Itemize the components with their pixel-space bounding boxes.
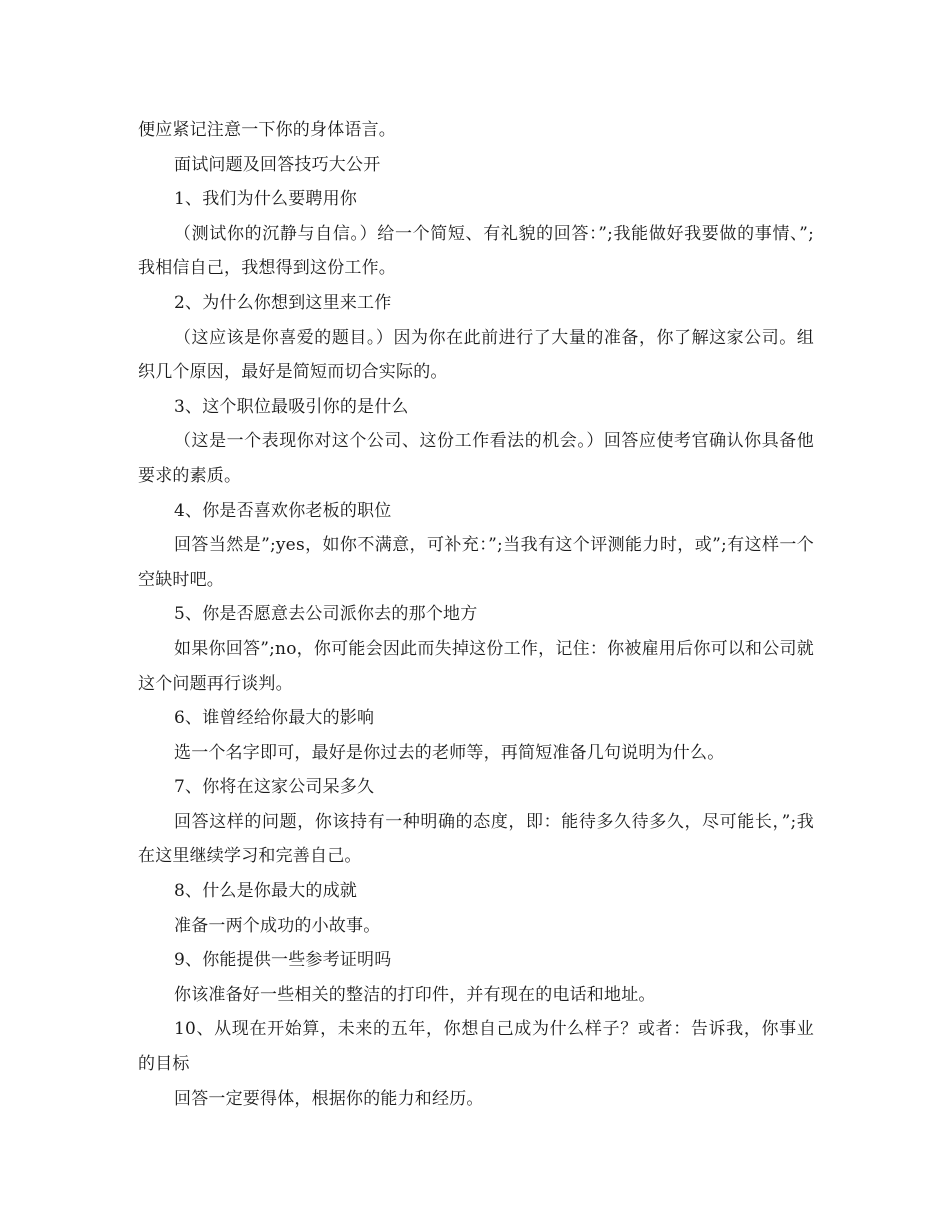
question-5: 5、你是否愿意去公司派你去的那个地方 — [174, 604, 478, 625]
paragraph-continuation: 便应紧记注意一下你的身体语言。 — [138, 120, 396, 140]
answer-8: 准备一两个成功的小故事。 — [174, 915, 381, 936]
answer-7: 回答这样的问题，你该持有一种明确的态度，即：能待多久待多久，尽可能长，”;我在这里继续学习和完善自己。 — [138, 811, 814, 867]
answer-5: 如果你回答”;no，你可能会因此而失掉这份工作，记住：你被雇用后你可以和公司就这个问题再行谈判。 — [138, 638, 814, 694]
answer-10: 回答一定要得体，根据你的能力和经历。 — [174, 1088, 484, 1109]
question-7: 7、你将在这家公司呆多久 — [174, 777, 375, 798]
answer-3: （这是一个表现你对这个公司、这份工作看法的机会。）回答应使考官确认你具备他要求的素质。 — [138, 431, 814, 486]
section-heading: 面试问题及回答技巧大公开 — [174, 154, 381, 175]
question-10: 10、从现在开始算，未来的五年，你想自己成为什么样子？或者：告诉我，你事业的目标 — [138, 1019, 814, 1075]
question-6: 6、谁曾经给你最大的影响 — [174, 708, 375, 729]
document-body — [138, 113, 814, 1116]
question-3: 3、这个职位最吸引你的是什么 — [174, 396, 409, 417]
answer-9: 你该准备好一些相关的整洁的打印件，并有现在的电话和地址。 — [174, 984, 656, 1005]
answer-2: （这应该是你喜爱的题目。）因为你在此前进行了大量的准备，你了解这家公司。组织几个原因，最好是简短而切合实际的。 — [138, 327, 814, 383]
question-4: 4、你是否喜欢你老板的职位 — [174, 500, 392, 521]
question-8: 8、什么是你最大的成就 — [174, 881, 358, 902]
question-2: 2、为什么你想到这里来工作 — [174, 292, 392, 313]
answer-1: （测试你的沉静与自信。）给一个简短、有礼貌的回答：”;我能做好我要做的事情、”;我相信自己，我想得到这份工作。 — [138, 223, 814, 279]
answer-6: 选一个名字即可，最好是你过去的老师等，再简短准备几句说明为什么。 — [174, 742, 725, 763]
question-9: 9、你能提供一些参考证明吗 — [174, 950, 392, 971]
answer-4: 回答当然是”;yes，如你不满意，可补充：”;当我有这个评测能力时，或”;有这样一个空缺时吧。 — [138, 535, 814, 590]
question-1: 1、我们为什么要聘用你 — [174, 189, 358, 210]
